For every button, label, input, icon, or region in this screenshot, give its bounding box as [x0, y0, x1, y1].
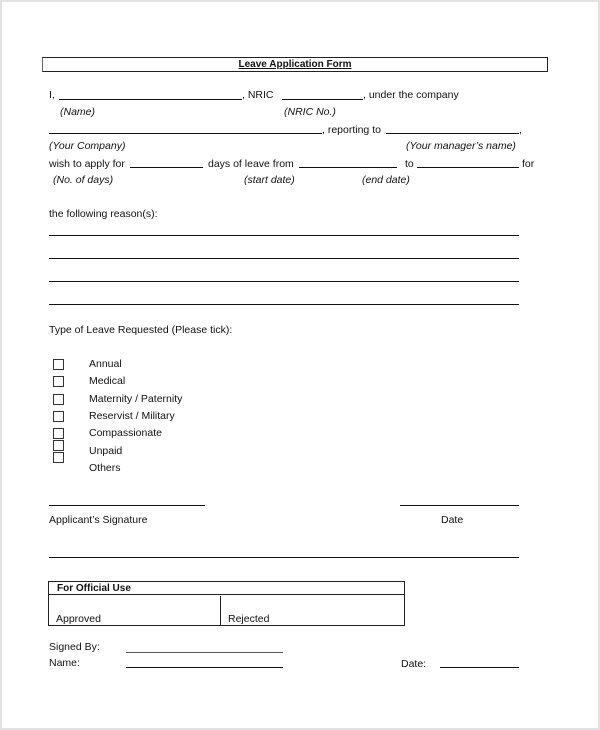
checkbox-reservist-military[interactable]	[53, 411, 64, 422]
hint-days: (No. of days)	[53, 174, 114, 186]
form-title-box	[42, 57, 548, 72]
hint-start-date: (start date)	[244, 174, 295, 186]
label-under-company: , under the company	[363, 89, 459, 101]
applicant-signature-field[interactable]	[49, 505, 205, 506]
label-days-of-leave: days of leave from	[208, 158, 294, 170]
label-reasons: the following reason(s):	[49, 208, 158, 220]
label-reporting-to: , reporting to	[322, 124, 381, 136]
leave-type-compassionate: Compassionate	[89, 427, 162, 439]
label-nric: , NRIC	[242, 89, 274, 101]
checkbox-others[interactable]	[53, 452, 64, 463]
label-wish-to-apply: wish to apply for	[49, 158, 125, 170]
label-comma: ,	[519, 124, 522, 136]
leave-type-unpaid: Unpaid	[89, 445, 123, 457]
nric-field[interactable]	[282, 99, 363, 100]
separator-line	[49, 557, 519, 558]
official-date-field[interactable]	[440, 667, 519, 668]
start-date-field[interactable]	[299, 167, 397, 168]
leave-type-reservist-military: Reservist / Military	[89, 410, 175, 422]
rejected-cell[interactable]	[221, 596, 404, 625]
document-page	[2, 2, 598, 728]
official-name-field[interactable]	[126, 667, 283, 668]
name-field[interactable]	[59, 99, 242, 100]
label-applicant-signature: Applicant’s Signature	[49, 514, 148, 526]
checkbox-compassionate[interactable]	[53, 428, 64, 439]
leave-type-maternity-paternity: Maternity / Paternity	[89, 393, 183, 405]
hint-name: (Name)	[60, 106, 96, 118]
leave-type-annual: Annual	[89, 358, 122, 370]
label-name: Name:	[49, 657, 80, 669]
checkbox-annual[interactable]	[53, 359, 64, 370]
form-title: Leave Application Form	[238, 59, 352, 70]
label-date: Date	[441, 514, 464, 526]
reason-line-3[interactable]	[49, 281, 519, 282]
leave-type-medical: Medical	[89, 375, 126, 387]
official-use-header: For Official Use	[49, 582, 404, 595]
leave-type-others: Others	[89, 462, 121, 474]
rejected-label: Rejected	[228, 613, 270, 625]
label-i: I,	[49, 89, 55, 101]
label-to: to	[405, 158, 414, 170]
reason-line-4[interactable]	[49, 304, 519, 305]
label-official-date: Date:	[401, 658, 427, 670]
label-leave-type: Type of Leave Requested (Please tick):	[49, 324, 233, 336]
hint-end-date: (end date)	[362, 174, 410, 186]
official-use-table	[48, 581, 405, 626]
company-field[interactable]	[49, 133, 322, 134]
hint-manager: (Your manager’s name)	[406, 140, 516, 152]
label-for: for	[522, 158, 535, 170]
hint-nric: (NRIC No.)	[284, 106, 336, 118]
signed-by-field[interactable]	[126, 652, 283, 653]
hint-company: (Your Company)	[49, 140, 126, 152]
days-field[interactable]	[130, 167, 203, 168]
applicant-date-field[interactable]	[400, 505, 519, 506]
end-date-field[interactable]	[417, 167, 519, 168]
label-signed-by: Signed By:	[49, 641, 100, 653]
manager-field[interactable]	[386, 133, 519, 134]
approved-label: Approved	[56, 613, 101, 625]
checkbox-maternity-paternity[interactable]	[53, 394, 64, 405]
reason-line-2[interactable]	[49, 258, 519, 259]
approved-cell[interactable]	[49, 596, 221, 625]
checkbox-medical[interactable]	[53, 376, 64, 387]
checkbox-unpaid[interactable]	[53, 440, 64, 451]
reason-line-1[interactable]	[49, 235, 519, 236]
